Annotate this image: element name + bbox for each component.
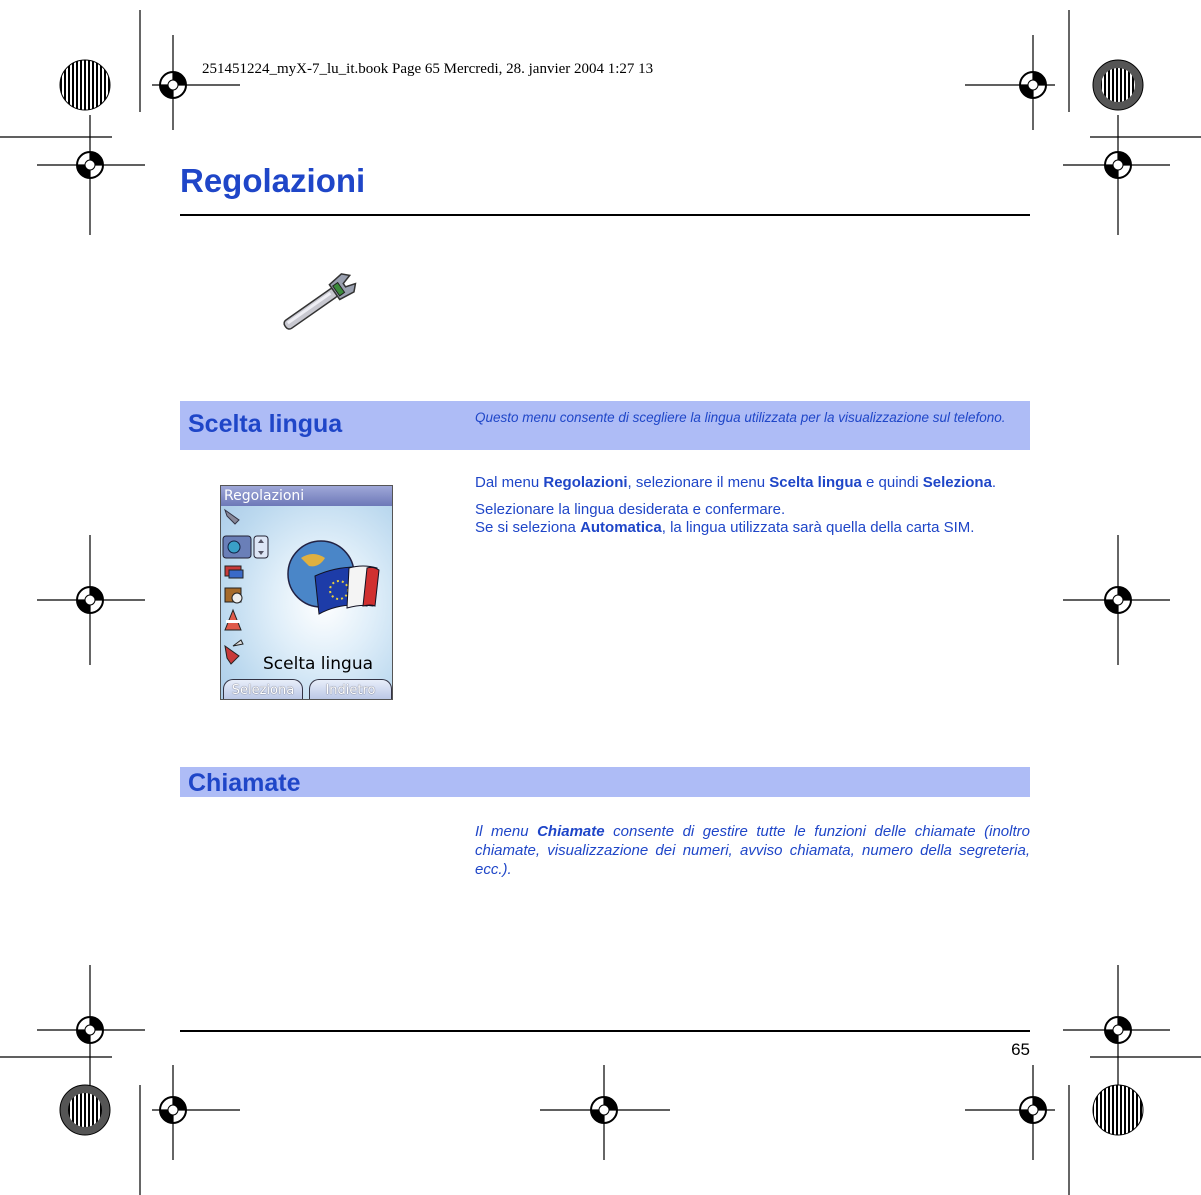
phone-title-bar: Regolazioni (221, 486, 393, 506)
paragraph: Dal menu Regolazioni, selezionare il menu Scelta lingua e quindi Seleziona. (475, 474, 997, 491)
section1-body (475, 474, 1030, 546)
title-rule (180, 214, 1030, 216)
paragraph: Selezionare la lingua desiderata e confermare. Se si seleziona Automatica, la lingua utilizzata sarà quella della carta SIM. (475, 501, 975, 536)
section-band-scelta-lingua (180, 401, 1030, 450)
section-title: Chiamate (188, 769, 301, 797)
phone-selected-label: Scelta lingua (263, 654, 374, 674)
footer-rule (180, 1030, 1030, 1032)
section-band-chiamate (180, 767, 1030, 797)
softkey-indietro: Indietro (309, 679, 392, 700)
page-number: 65 (1011, 1040, 1030, 1059)
language-globe-icon (288, 541, 379, 614)
section2-body: Il menu Chiamate consente di gestire tutte le funzioni delle chiamate (inoltro chiamate, visualizzazione dei numeri, avviso chiamata, numero della segreteria, ecc.). (475, 823, 1030, 878)
wrench-icon (272, 268, 367, 338)
section-title: Scelta lingua (188, 410, 343, 438)
page-title: Regolazioni (180, 162, 366, 199)
phone-screenshot (220, 485, 393, 700)
print-header: 251451224_myX-7_lu_it.book Page 65 Mercredi, 28. janvier 2004 1:27 13 (202, 61, 654, 77)
phone-icon-column (223, 510, 268, 664)
softkey-seleziona: Seleziona (223, 679, 303, 700)
section-description: Questo menu consente di scegliere la lingua utilizzata per la visualizzazione sul telefono. (475, 410, 1006, 425)
